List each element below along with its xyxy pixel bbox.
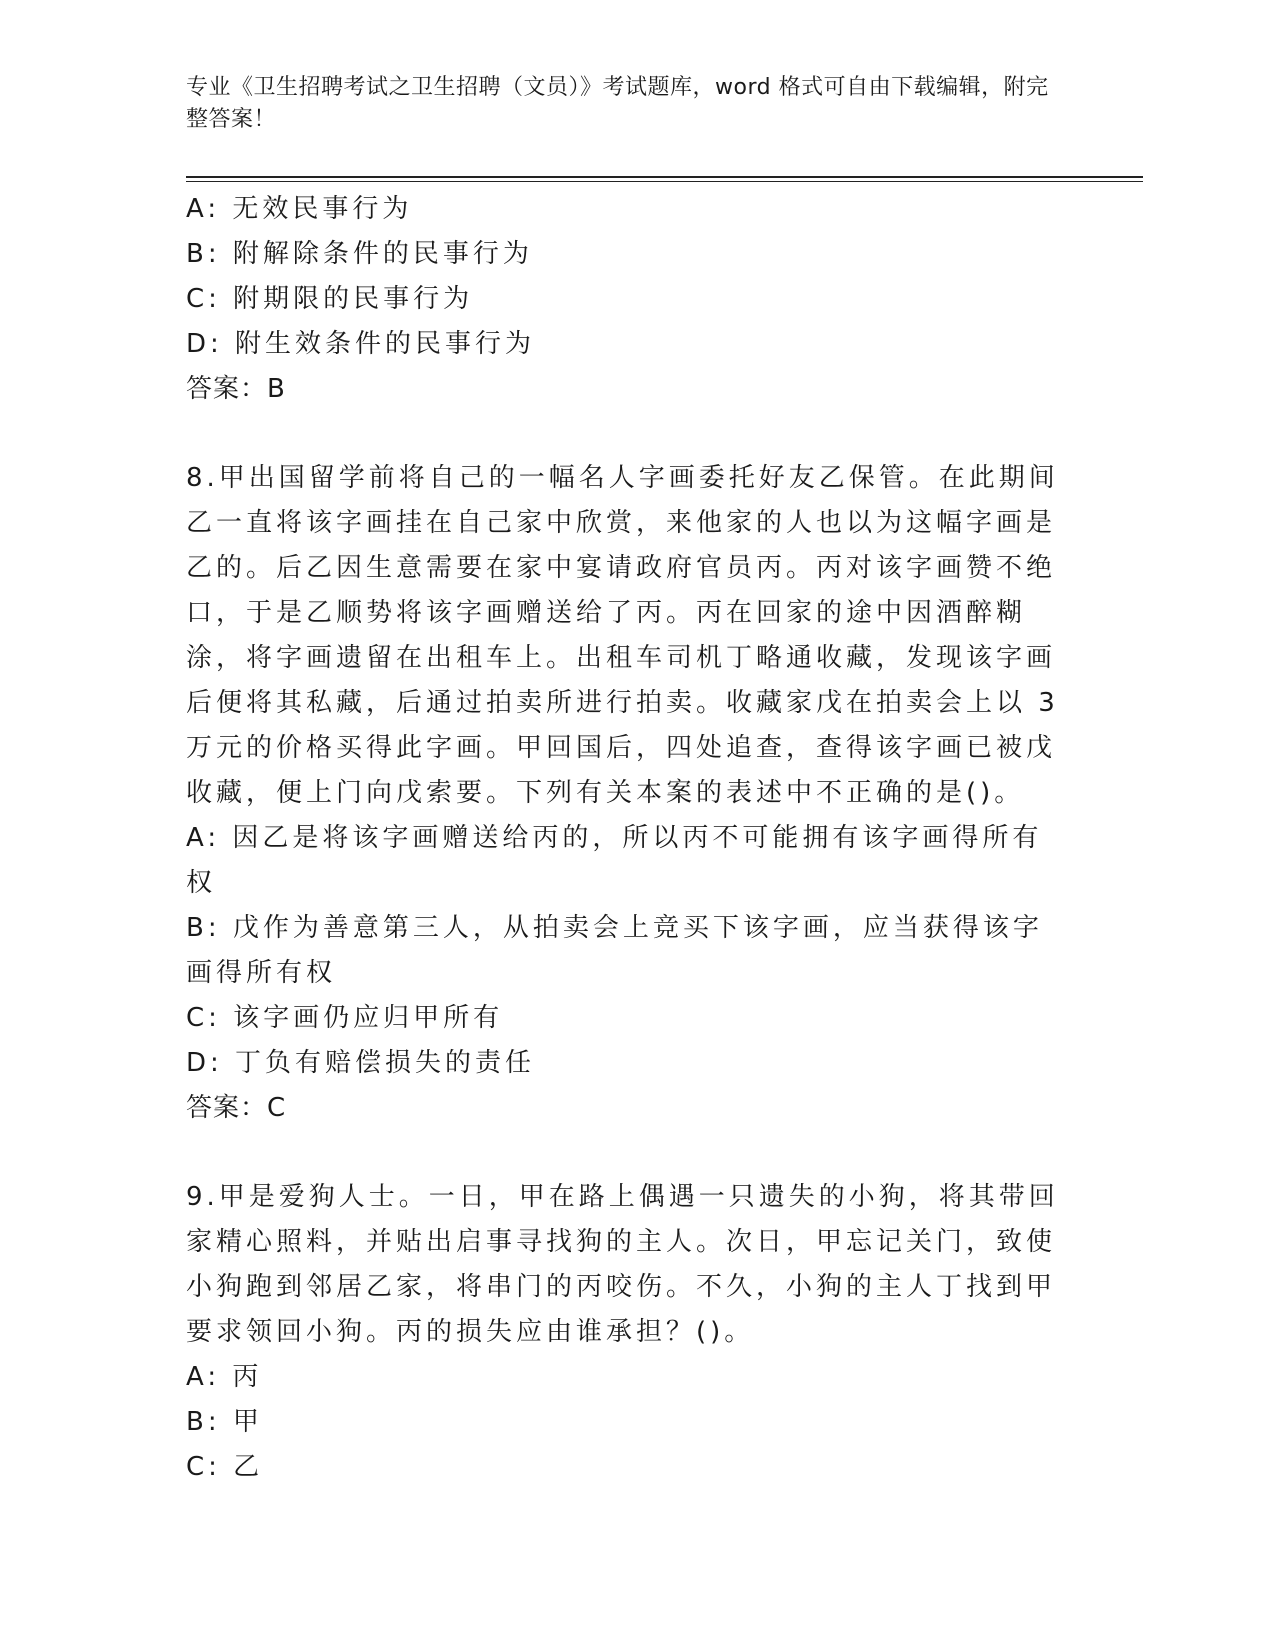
option-d: D: 附生效条件的民事行为 <box>186 329 536 359</box>
document-header: 专业《卫生招聘考试之卫生招聘（文员）》考试题库，word 格式可自由下载编辑，附完整答案！ <box>186 75 1049 132</box>
previous-question-block <box>186 187 1066 412</box>
question-stem: 9.甲是爱狗人士。一日，甲在路上偶遇一只遗失的小狗，将其带回家精心照料，并贴出启事寻找狗的主人。次日，甲忘记关门，致使小狗跑到邻居乙家，将串门的丙咬伤。不久，小狗的主人丁找到甲要求领回小狗。丙的损失应由谁承担？()。 <box>186 1182 1059 1347</box>
option-c: C: 附期限的民事行为 <box>186 284 474 314</box>
question-8-block <box>186 456 1066 1131</box>
option-a: A: 无效民事行为 <box>186 194 413 224</box>
header-divider <box>186 176 1143 182</box>
question-9-block <box>186 1175 1066 1490</box>
document-body <box>186 187 1066 1490</box>
answer-line: 答案：C <box>186 1093 287 1123</box>
option-b: B: 甲 <box>186 1407 263 1437</box>
answer-line: 答案：B <box>186 374 286 404</box>
option-b: B: 戊作为善意第三人，从拍卖会上竞买下该字画，应当获得该字画得所有权 <box>186 913 1043 988</box>
option-a: A: 因乙是将该字画赠送给丙的，所以丙不可能拥有该字画得所有权 <box>186 823 1043 898</box>
option-b: B: 附解除条件的民事行为 <box>186 239 533 269</box>
option-c: C: 该字画仍应归甲所有 <box>186 1003 504 1033</box>
option-c: C: 乙 <box>186 1452 264 1482</box>
option-d: D: 丁负有赔偿损失的责任 <box>186 1048 536 1078</box>
option-a: A: 丙 <box>186 1362 263 1392</box>
question-stem: 8.甲出国留学前将自己的一幅名人字画委托好友乙保管。在此期间乙一直将该字画挂在自己家中欣赏，来他家的人也以为这幅字画是乙的。后乙因生意需要在家中宴请政府官员丙。丙对该字画赞不绝口，于是乙顺势将该字画赠送给了丙。丙在回家的途中因酒醉糊涂，将字画遗留在出租车上。出租车司机丁略通收藏，发现该字画后便将其私藏，后通过拍卖所进行拍卖。收藏家戊在拍卖会上以 3 万元的价格买得此字画。甲回国后，四处追查，查得该字画已被戊收藏，便上门向戊索要。下列有关本案的表述中不正确的是()。 <box>186 463 1059 808</box>
